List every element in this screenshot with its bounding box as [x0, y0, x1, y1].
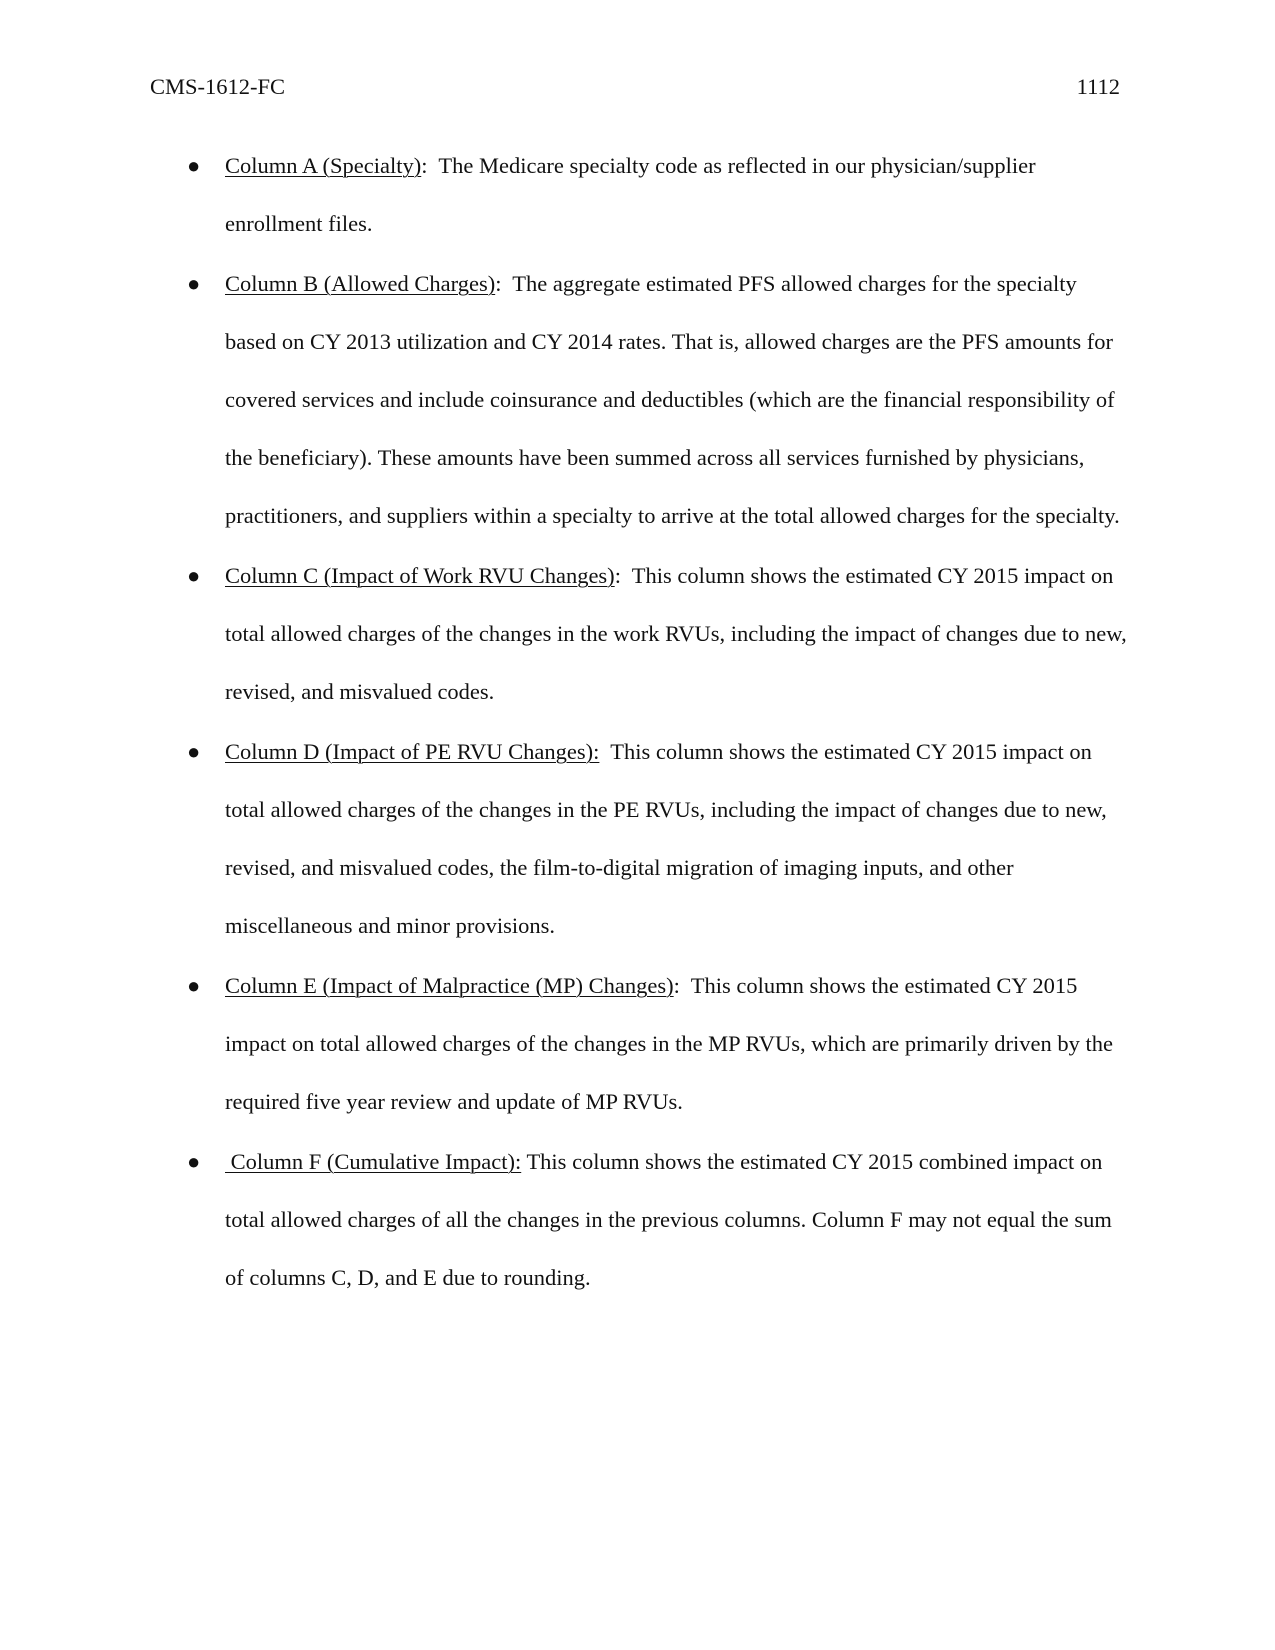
list-item-column-e: [187, 957, 1127, 1131]
running-header: [150, 72, 1120, 102]
bullet-icon: ●: [187, 271, 201, 296]
document-id: CMS-1612-FC: [150, 74, 286, 99]
column-description: This column shows the estimated CY 2015 impact on total allowed charges of the changes in the MP RVUs, which are primarily driven by the required five year review and update of MP RVUs.: [225, 973, 1113, 1114]
column-term: Column E (Impact of Malpractice (MP) Changes): [225, 973, 674, 998]
column-description: This column shows the estimated CY 2015 impact on total allowed charges of the changes in the work RVUs, including the impact of changes due to new, revised, and misvalued codes.: [225, 563, 1127, 704]
column-term: Column A (Specialty): [225, 153, 422, 178]
list-item-column-a: [187, 137, 1127, 253]
list-item-column-c: [187, 547, 1127, 721]
bullet-icon: ●: [187, 1149, 201, 1174]
column-term: Column D (Impact of PE RVU Changes):: [225, 739, 600, 764]
column-term: Column F (Cumulative Impact):: [225, 1149, 522, 1174]
term-separator: :: [614, 563, 632, 588]
list-item-column-b: [187, 255, 1127, 545]
column-description: This column shows the estimated CY 2015 impact on total allowed charges of the changes in the PE RVUs, including the impact of changes due to new, revised, and misvalued codes, the film-to-digital migration of imaging inputs, and other miscellaneous and minor provisions.: [225, 739, 1107, 938]
bullet-icon: ●: [187, 973, 201, 998]
column-definitions-list: [187, 137, 1127, 1309]
term-separator: :: [495, 271, 513, 296]
term-separator: :: [673, 973, 691, 998]
column-description: The aggregate estimated PFS allowed charges for the specialty based on CY 2013 utilization and CY 2014 rates. That is, allowed charges are the PFS amounts for covered services and include coinsurance and deductibles (which are the financial responsibility of the beneficiary). These amounts have been summed across all services furnished by physicians, practitioners, and suppliers within a specialty to arrive at the total allowed charges for the specialty.: [225, 271, 1120, 528]
column-term: Column C (Impact of Work RVU Changes): [225, 563, 615, 588]
list-item-column-d: [187, 723, 1127, 955]
term-separator: :: [421, 153, 439, 178]
page-number: 1112: [1076, 74, 1120, 99]
column-description: This column shows the estimated CY 2015 combined impact on total allowed charges of all the changes in the previous columns. Column F may not equal the sum of columns C, D, and E due to rounding.: [225, 1149, 1112, 1290]
bullet-icon: ●: [187, 563, 201, 588]
list-item-column-f: [187, 1133, 1127, 1307]
column-description: The Medicare specialty code as reflected in our physician/supplier enrollment files.: [225, 153, 1036, 236]
bullet-icon: ●: [187, 153, 201, 178]
bullet-icon: ●: [187, 739, 201, 764]
column-term: Column B (Allowed Charges): [225, 271, 496, 296]
term-separator: [599, 739, 610, 764]
